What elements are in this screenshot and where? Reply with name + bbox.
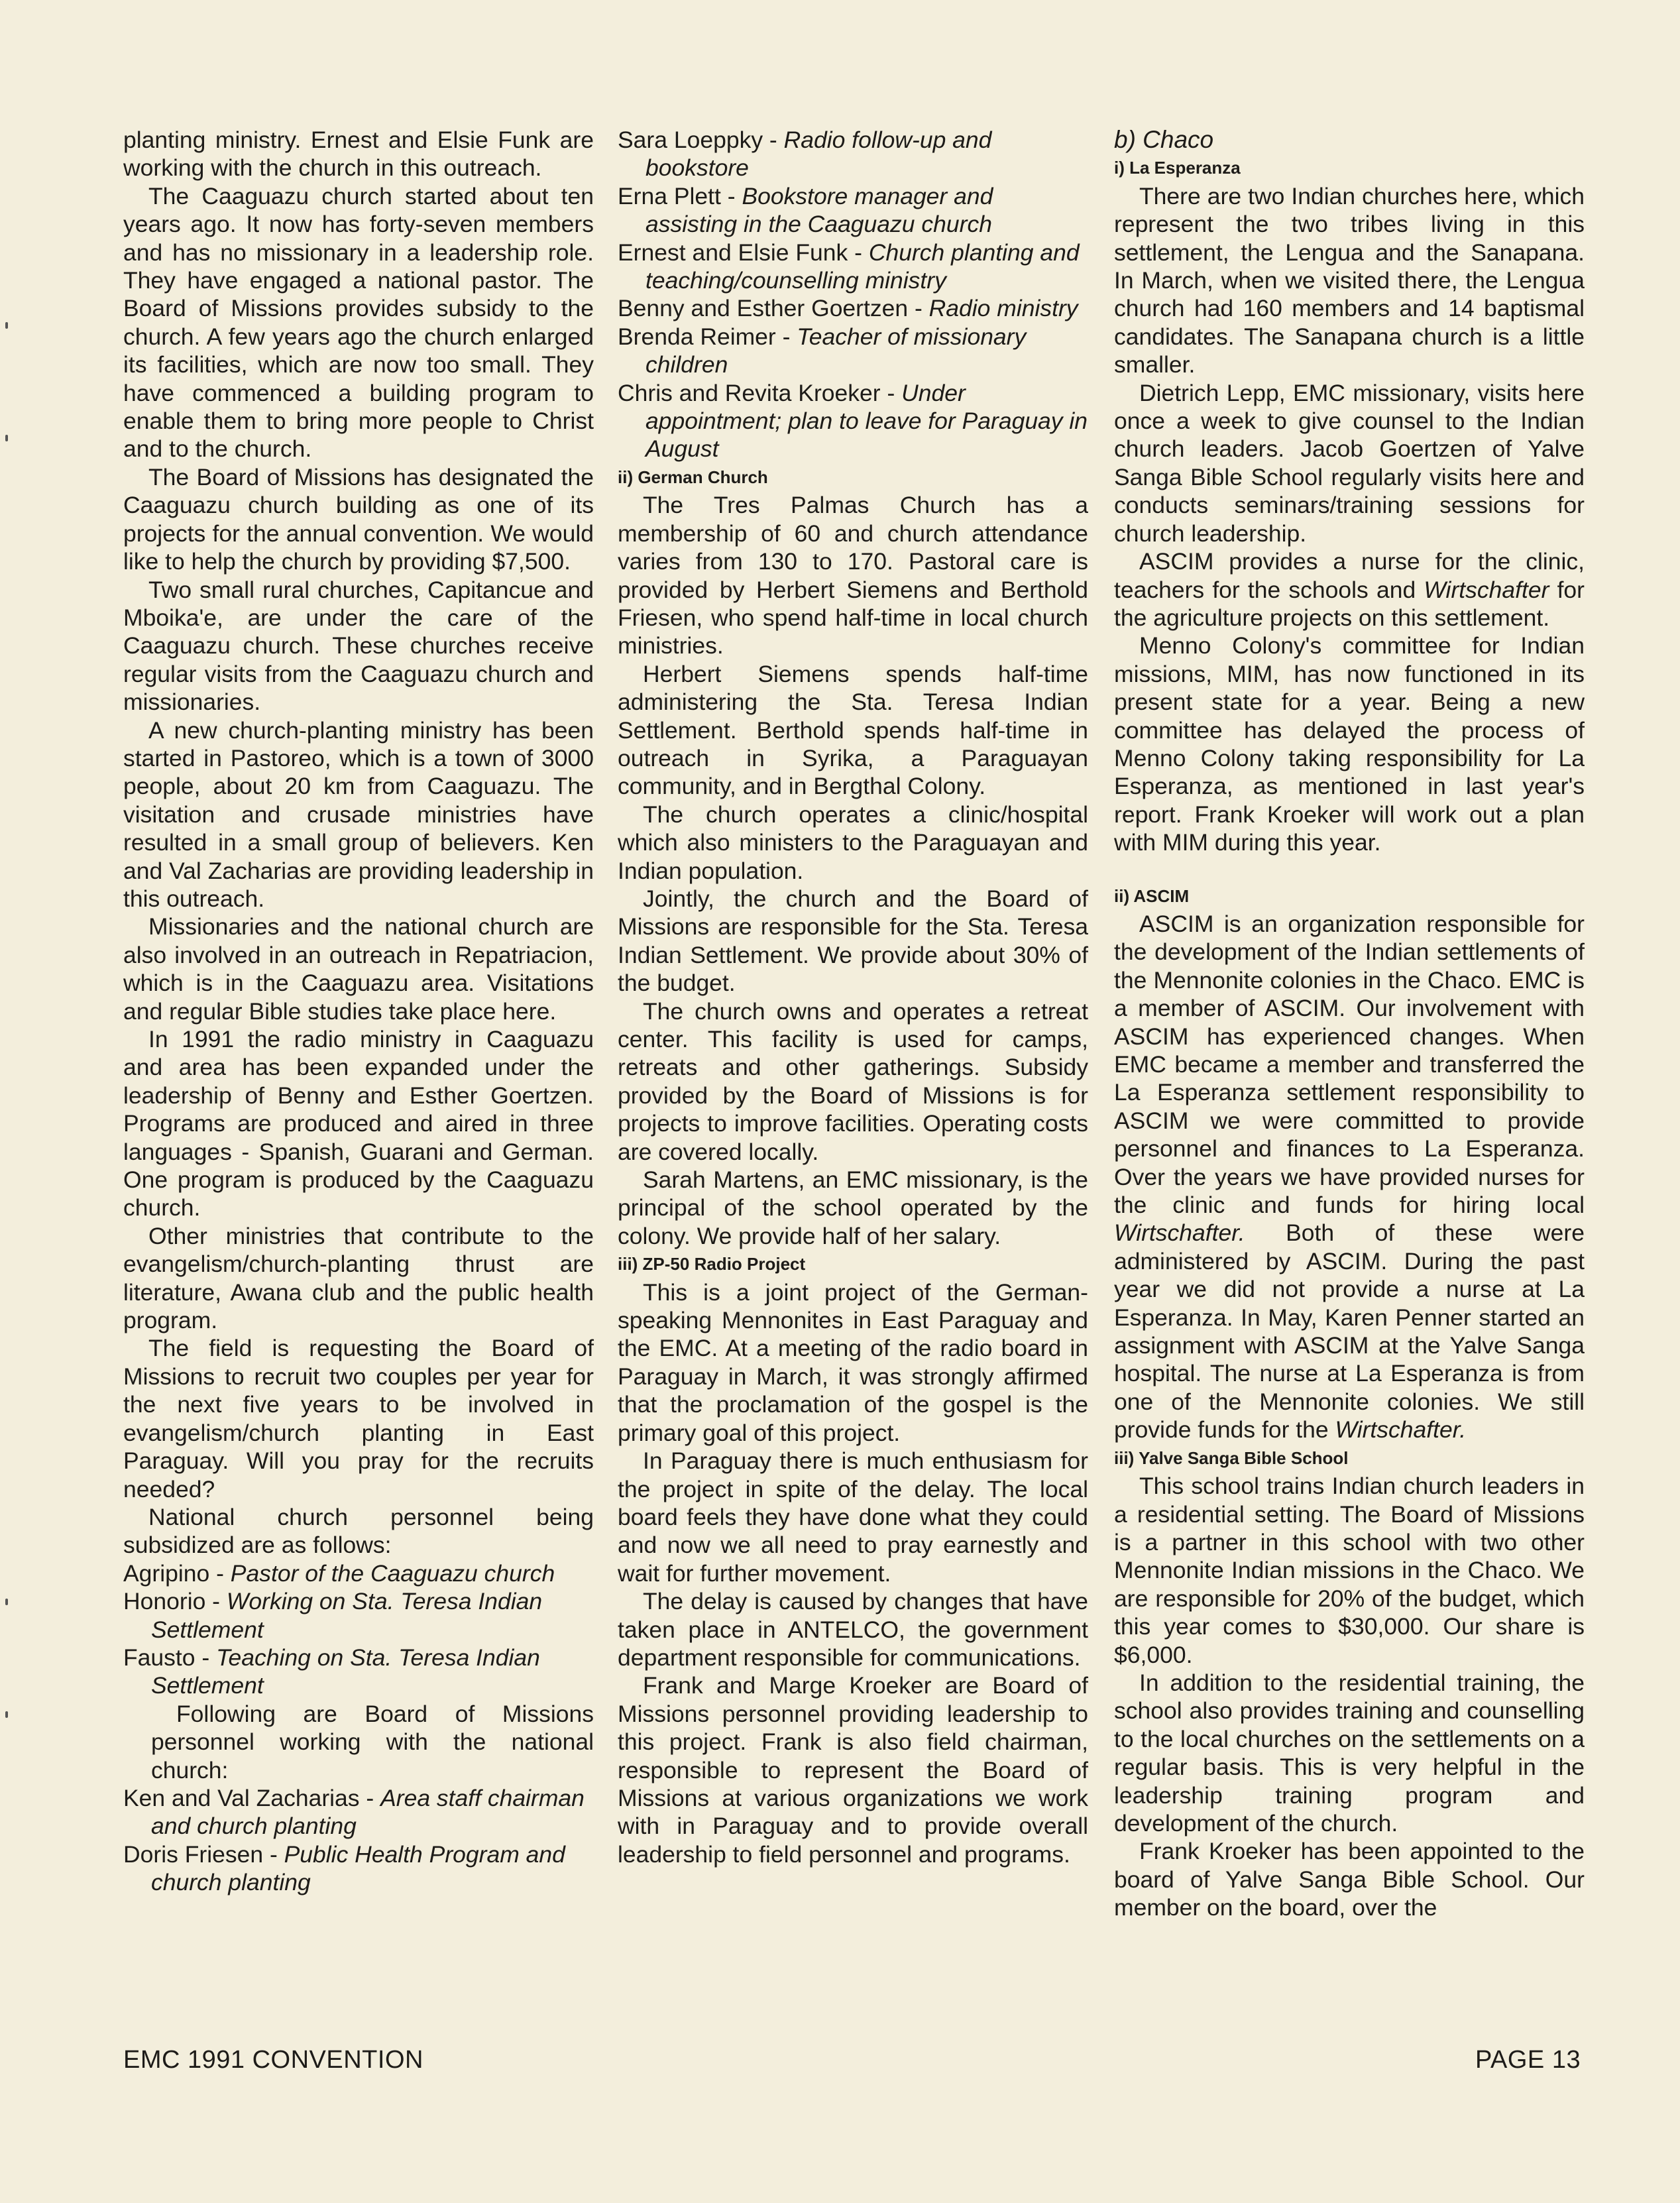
person-role: Radio ministry bbox=[928, 295, 1078, 322]
personnel-entry bbox=[123, 1840, 594, 1897]
paragraph: Sarah Martens, an EMC missionary, is the principal of the school operated by the colony. We provide half of her salary. bbox=[618, 1166, 1088, 1249]
personnel-entry bbox=[123, 1559, 594, 1587]
paragraph: In Paraguay there is much enthusiasm for the project in spite of the delay. The local board feels they have done what they could and now we all need to pray earnestly and wait for further movement. bbox=[618, 1447, 1088, 1587]
section-heading: iii) ZP-50 Radio Project bbox=[618, 1254, 806, 1274]
paragraph: A new church-planting ministry has been started in Pastoreo, which is a town of 3000 people, about 20 km from Caaguazu. The visitation and crusade ministries have resulted in a small group of believers. Ken and Val Zacharias are providing leadership in this outreach. bbox=[123, 716, 594, 912]
paragraph: The Caaguazu church started about ten years ago. It now has forty-seven members and has no missionary in a leadership role. They have engaged a national pastor. The Board of Missions provides subsidy to the church. A few years ago the church enlarged its facilities, which are now too small. They have commenced a building program to enable them to bring more people to Christ and to the church. bbox=[123, 182, 594, 463]
personnel-entry bbox=[618, 323, 1088, 379]
section-heading: iii) Yalve Sanga Bible School bbox=[1114, 1447, 1349, 1468]
paragraph: Two small rural churches, Capitancue and Mboika'e, are under the care of the Caaguazu church. These churches receive regular visits from the Caaguazu church and missionaries. bbox=[123, 576, 594, 716]
person-role: Public Health Program and church planting bbox=[151, 1840, 565, 1896]
personnel-entry bbox=[618, 379, 1088, 463]
footer-publication: EMC 1991 CONVENTION bbox=[123, 2046, 423, 2074]
margin-mark bbox=[5, 1599, 8, 1605]
margin-mark bbox=[5, 435, 8, 441]
personnel-entry bbox=[123, 1784, 594, 1840]
text-run: Both of these were administered by ASCIM. During the past year we did not provide a nurse at La Esperanza. In May, Karen Penner started an assignment with ASCIM at the Yalve Sanga hospital. The nurse at La Esperanza is from one of the Mennonite colonies. We still provide funds for the bbox=[1114, 1219, 1585, 1443]
paragraph: Jointly, the church and the Board of Missions are responsible for the Sta. Teresa Indian Settlement. We provide about 30% of the budget. bbox=[618, 885, 1088, 997]
personnel-entry bbox=[618, 294, 1088, 322]
paragraph: In addition to the residential training, the school also provides training and counselling to the local churches on the settlements on a regular basis. This is very helpful in the leadership training program and development of the church. bbox=[1114, 1669, 1585, 1836]
paragraph: The Tres Palmas Church has a membership of 60 and church attendance varies from 130 to 170. Pastoral care is provided by Herbert Siemens and Berthold Friesen, who spend half-time in local church ministries. bbox=[618, 492, 1088, 659]
person-role: Area staff chairman and church planting bbox=[151, 1784, 585, 1840]
paragraph: Frank and Marge Kroeker are Board of Missions personnel providing leadership to this project. Frank is also field chairman, responsible to represent the Board of Missions at various organizations we work with in Paraguay and to provide overall leadership to field personnel and programs. bbox=[618, 1672, 1088, 1868]
person-role: Pastor of the Caaguazu church bbox=[230, 1559, 555, 1587]
paragraph: Dietrich Lepp, EMC missionary, visits here once a week to give counsel to the Indian church leaders. Jacob Goertzen of Yalve Sanga Bible School regularly visits here and conducts seminars/training sessions for church leadership. bbox=[1114, 379, 1585, 547]
text-run: for the agriculture projects on this settlement. bbox=[1114, 576, 1585, 631]
column-middle bbox=[618, 126, 1088, 1868]
paragraph: Following are Board of Missions personnel working with the national church: bbox=[151, 1700, 594, 1783]
paragraph bbox=[1114, 910, 1585, 1444]
section-heading: i) La Esperanza bbox=[1114, 158, 1241, 178]
person-role: Working on Sta. Teresa Indian Settlement bbox=[151, 1588, 543, 1643]
italic-term: Wirtschafter. bbox=[1114, 1219, 1245, 1247]
person-name: Erna Plett - bbox=[618, 182, 742, 209]
paragraph: planting ministry. Ernest and Elsie Funk are working with the church in this outreach. bbox=[123, 127, 594, 182]
section-heading: ii) German Church bbox=[618, 467, 768, 487]
personnel-entry bbox=[123, 1587, 594, 1644]
personnel-entry bbox=[618, 182, 1088, 239]
column-right bbox=[1114, 126, 1585, 1922]
person-name: Honorio - bbox=[123, 1588, 227, 1615]
person-role: Radio follow-up and bookstore bbox=[645, 127, 992, 182]
person-role: Teacher of missionary children bbox=[645, 323, 1027, 378]
paragraph: In 1991 the radio ministry in Caaguazu and area has been expanded under the leadership of Benny and Esther Goertzen. Programs are produced and aired in three languages - Spanish, Guarani and German. One program is produced by the Caaguazu church. bbox=[123, 1026, 594, 1221]
italic-term: Wirtschafter bbox=[1424, 576, 1549, 603]
paragraph: This school trains Indian church leaders in a residential setting. The Board of Missions is a partner in this school with two other Mennonite Indian missions in the Chaco. We are responsible for 20% of the budget, which this year comes to $30,000. Our share is $6,000. bbox=[1114, 1473, 1585, 1668]
page-number: PAGE 13 bbox=[1475, 2046, 1581, 2074]
person-name: Ernest and Elsie Funk - bbox=[618, 239, 869, 266]
text-run: ASCIM provides a nurse for the clinic, teachers for the schools and bbox=[1114, 548, 1585, 603]
personnel-entry bbox=[123, 1644, 594, 1700]
person-role: Bookstore manager and assisting in the Caaguazu church bbox=[645, 182, 993, 238]
person-name: Ken and Val Zacharias - bbox=[123, 1784, 381, 1811]
person-role: Under appointment; plan to leave for Paraguay in August bbox=[645, 379, 1088, 463]
text-run: ASCIM is an organization responsible for the development of the Indian settlements of the Mennonite colonies in the Chaco. EMC is a member of ASCIM. Our involvement with ASCIM has experienced changes. When EMC became a member and transferred the La Esperanza settlement responsibility to ASCIM we were committed to provide personnel and finances to La Esperanza. Over the years we have provided nurses for the clinic and funds for hiring local bbox=[1114, 910, 1585, 1219]
person-name: Benny and Esther Goertzen - bbox=[618, 295, 929, 322]
person-name: Chris and Revita Kroeker - bbox=[618, 379, 902, 406]
paragraph: This is a joint project of the German-speaking Mennonites in East Paraguay and the EMC. At a meeting of the radio board in Paraguay in March, it was strongly affirmed that the proclamation of the gospel is the primary goal of this project. bbox=[618, 1278, 1088, 1446]
margin-mark bbox=[5, 1711, 8, 1718]
person-name: Fausto - bbox=[123, 1644, 217, 1671]
paragraph: The church owns and operates a retreat center. This facility is used for camps, retreats and other gatherings. Subsidy provided by the Board of Missions is for projects to improve facilities. Operating costs are covered locally. bbox=[618, 997, 1088, 1165]
paragraph: The church operates a clinic/hospital which also ministers to the Paraguayan and Indian population. bbox=[618, 801, 1088, 884]
person-role: Teaching on Sta. Teresa Indian Settlement bbox=[151, 1644, 540, 1699]
personnel-entry bbox=[618, 239, 1088, 295]
margin-mark bbox=[5, 322, 8, 329]
person-name: Sara Loeppky - bbox=[618, 127, 784, 153]
section-heading: ii) ASCIM bbox=[1114, 885, 1190, 906]
personnel-entry bbox=[618, 126, 1088, 182]
column-left bbox=[123, 126, 594, 1897]
paragraph: Herbert Siemens spends half-time administering the Sta. Teresa Indian Settlement. Berthold spends half-time in outreach in Syrika, a Paraguayan community, and in Bergthal Colony. bbox=[618, 660, 1088, 800]
person-name: Doris Friesen - bbox=[123, 1840, 284, 1868]
person-name: Brenda Reimer - bbox=[618, 323, 797, 350]
section-title: b) Chaco bbox=[1114, 126, 1214, 153]
paragraph: Frank Kroeker has been appointed to the board of Yalve Sanga Bible School. Our member on the board, over the bbox=[1114, 1838, 1585, 1921]
paragraph: Other ministries that contribute to the evangelism/church-planting thrust are literature, Awana club and the public health program. bbox=[123, 1222, 594, 1334]
person-role: Church planting and teaching/counselling ministry bbox=[645, 239, 1080, 294]
italic-term: Wirtschafter. bbox=[1335, 1416, 1467, 1443]
paragraph: Menno Colony's committee for Indian missions, MIM, has now functioned in its present state for a year. Being a new committee has delayed the process of Menno Colony taking responsibility for La Esperanza, as mentioned in last year's report. Frank Kroeker will work out a plan with MIM during this year. bbox=[1114, 632, 1585, 856]
paragraph: The Board of Missions has designated the Caaguazu church building as one of its projects for the annual convention. We would like to help the church by providing $7,500. bbox=[123, 463, 594, 575]
paragraph: The field is requesting the Board of Missions to recruit two couples per year for the next five years to be involved in evangelism/church planting in East Paraguay. Will you pray for the recruits needed? bbox=[123, 1335, 594, 1502]
spacer bbox=[1114, 857, 1585, 882]
paragraph: The delay is caused by changes that have taken place in ANTELCO, the government department responsible for communications. bbox=[618, 1588, 1088, 1671]
person-name: Agripino - bbox=[123, 1559, 231, 1587]
paragraph: There are two Indian churches here, which represent the two tribes living in this settlement, the Lengua and the Sanapana. In March, when we visited there, the Lengua church had 160 members and 14 baptismal candidates. The Sanapana church is a little smaller. bbox=[1114, 182, 1585, 378]
paragraph bbox=[1114, 547, 1585, 632]
paragraph: Missionaries and the national church are also involved in an outreach in Repatriacion, which is in the Caaguazu area. Visitations and regular Bible studies take place here. bbox=[123, 913, 594, 1025]
paragraph: National church personnel being subsidized are as follows: bbox=[123, 1503, 594, 1559]
